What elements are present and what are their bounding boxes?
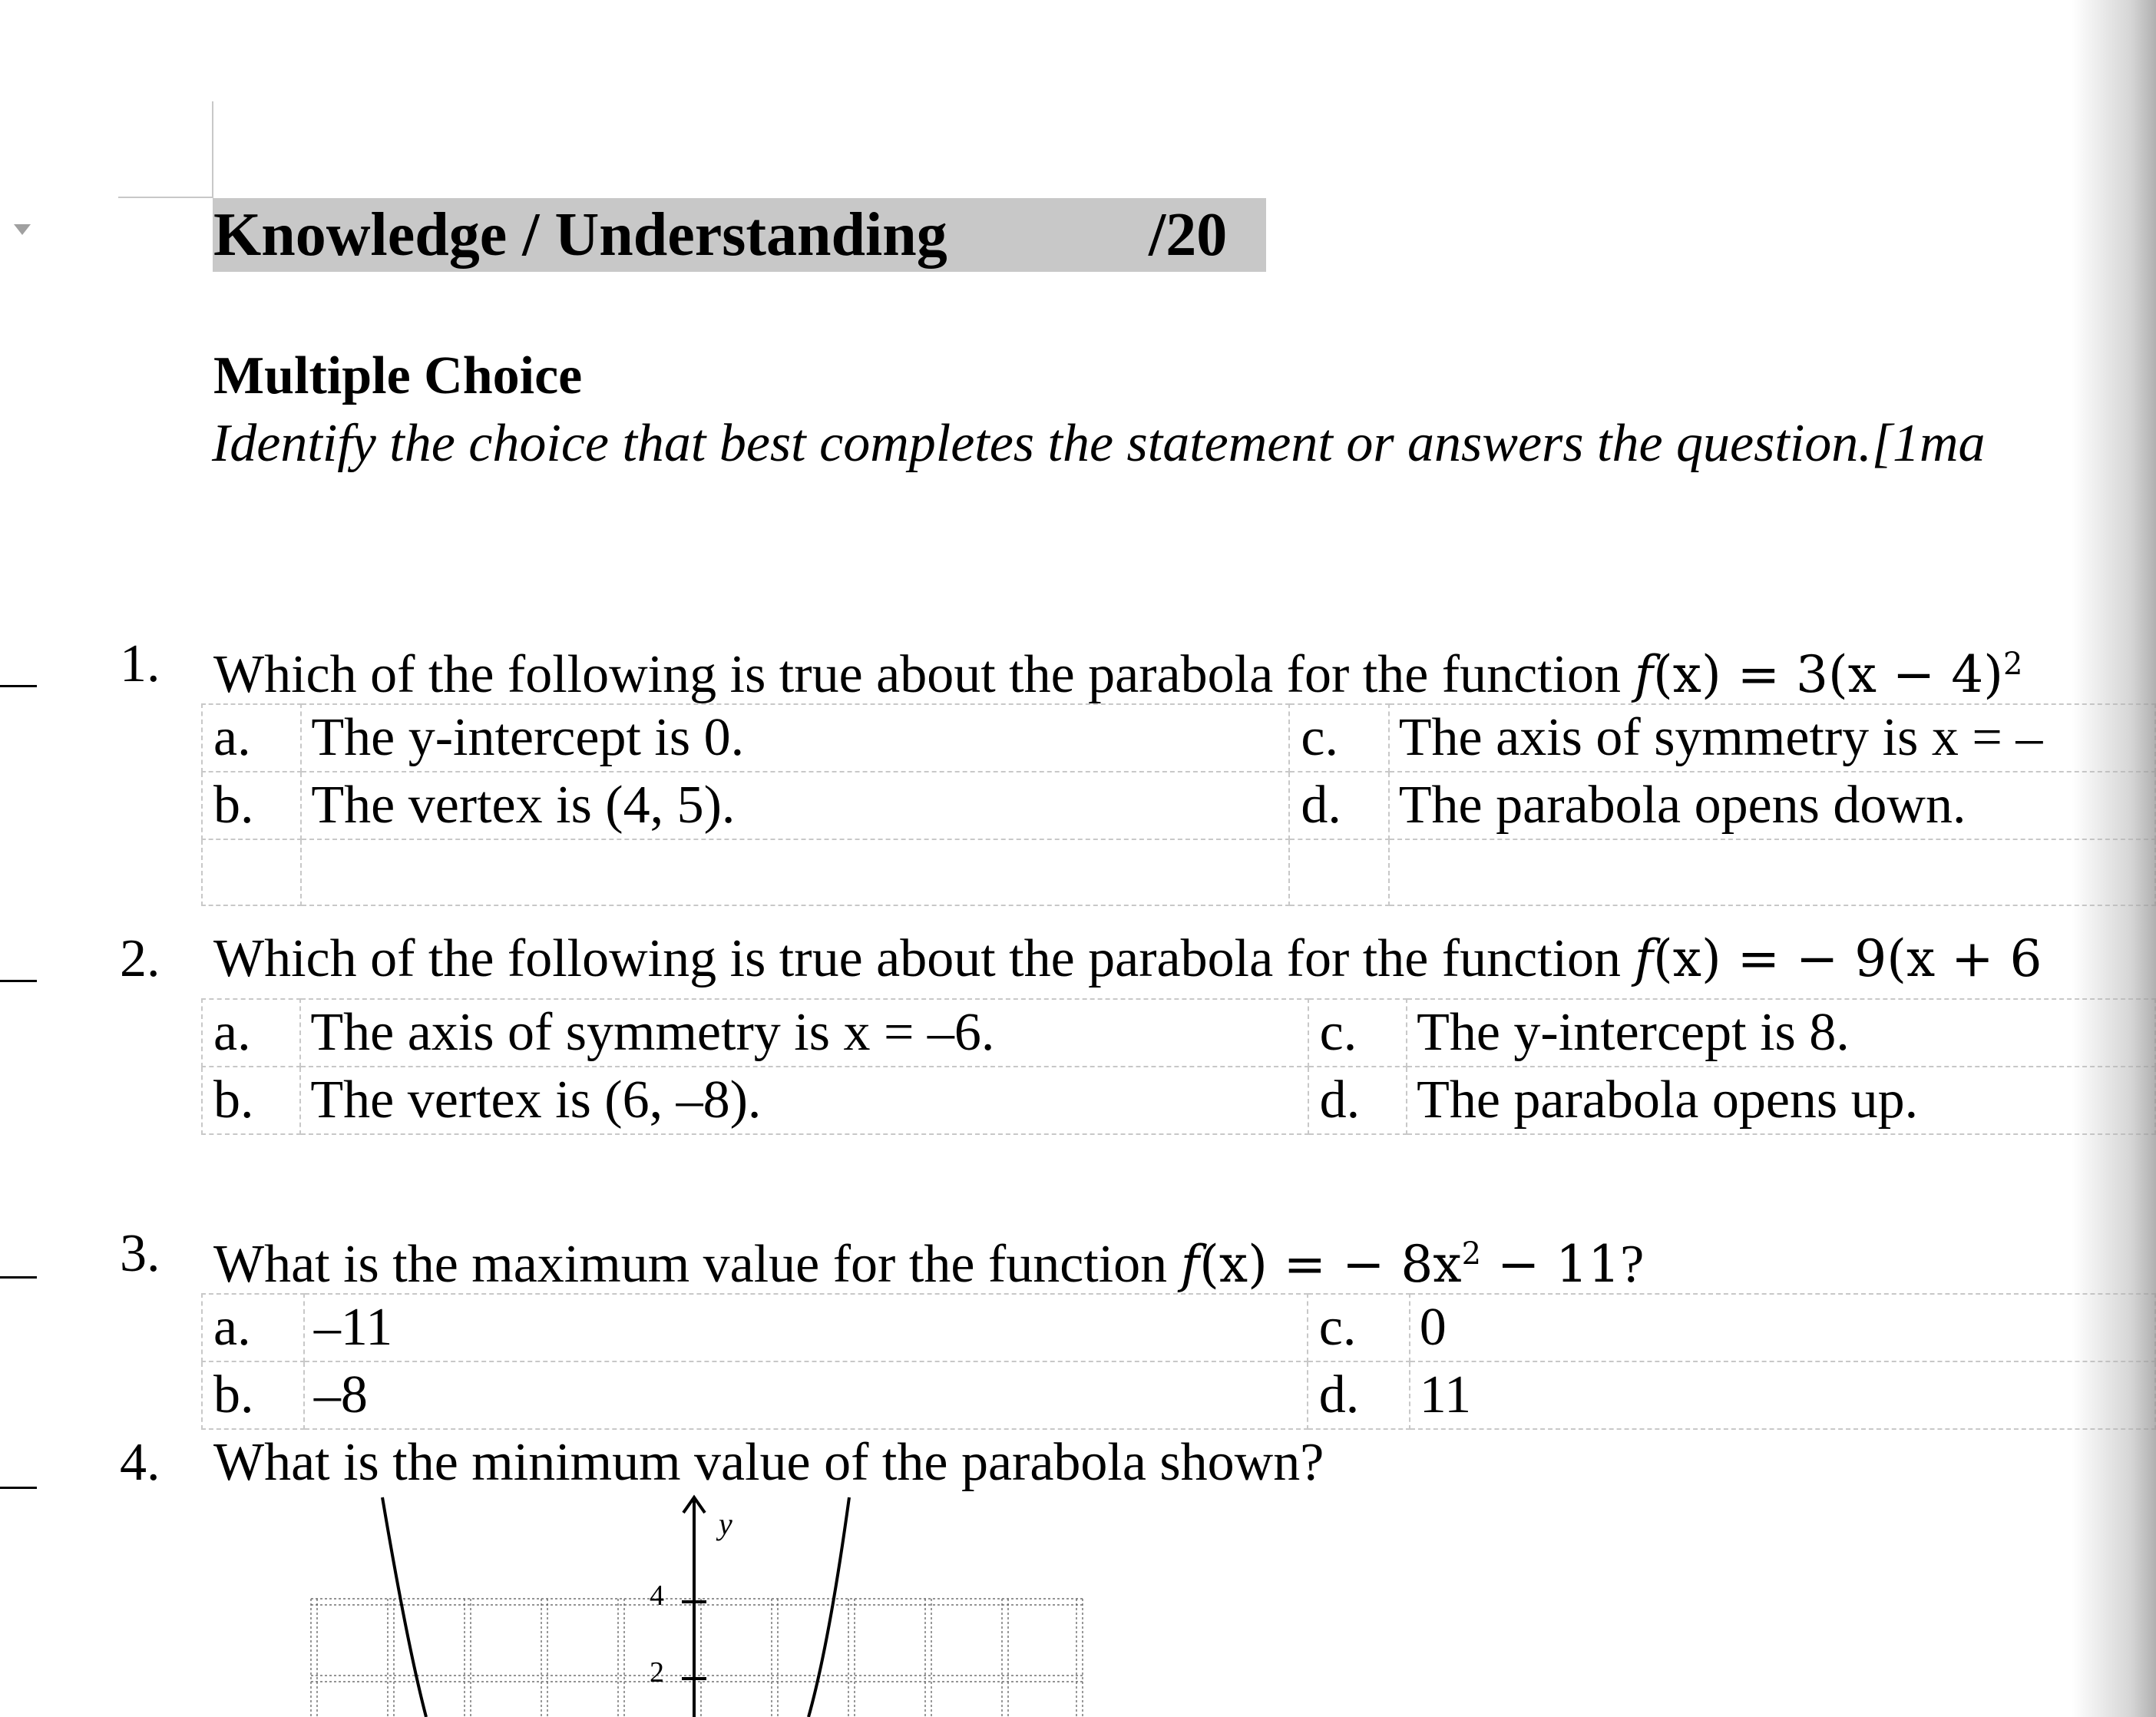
tick-label-4: 4 [650, 1580, 664, 1612]
graph-grid [311, 1599, 1083, 1717]
options-table-3 [201, 1293, 2156, 1430]
crop-mark-horizontal [118, 197, 213, 198]
option-letter: c. [1308, 999, 1407, 1067]
dropdown-triangle-icon[interactable] [14, 224, 31, 235]
option-letter: b. [202, 1067, 300, 1134]
option-text[interactable]: The axis of symmetry is x = –6. [300, 999, 1308, 1067]
option-letter: d. [1308, 1067, 1407, 1134]
option-text[interactable]: The parabola opens up. [1407, 1067, 2155, 1134]
option-letter: d. [1308, 1361, 1410, 1429]
option-letter: c. [1308, 1294, 1410, 1361]
option-text[interactable]: The y-intercept is 0. [301, 704, 1289, 772]
question-number-1: 1. [120, 634, 160, 693]
answer-blank-4[interactable] [0, 1487, 37, 1489]
option-letter: b. [202, 1361, 304, 1429]
parabola-right-branch [808, 1497, 849, 1717]
answer-blank-1[interactable] [0, 685, 37, 687]
option-text[interactable]: The axis of symmetry is x = – [1389, 704, 2155, 772]
question-text-2: Which of the following is true about the parabola for the function f(x) = − 9(x + 6 [213, 929, 2042, 988]
y-axis-label: y [719, 1507, 732, 1541]
multiple-choice-instructions: Identify the choice that best completes the statement or answers the question.[1ma [212, 414, 1986, 473]
parabola-left-branch [382, 1497, 426, 1717]
tick-label-2: 2 [650, 1656, 664, 1689]
option-text[interactable]: 0 [1410, 1294, 2155, 1361]
question-text-4: What is the minimum value of the parabola shown? [213, 1433, 1324, 1492]
answer-blank-3[interactable] [0, 1276, 37, 1279]
options-table-1 [201, 703, 2156, 906]
option-letter: d. [1289, 772, 1388, 839]
section-score: /20 [1149, 201, 1228, 269]
option-text[interactable]: –8 [304, 1361, 1308, 1429]
option-letter: a. [202, 1294, 304, 1361]
parabola-graph-svg [292, 1490, 1106, 1717]
crop-mark-vertical [212, 101, 213, 198]
section-title: Knowledge / Understanding [213, 201, 947, 269]
question-number-2: 2. [120, 929, 160, 988]
question-number-4: 4. [120, 1433, 160, 1492]
option-text[interactable]: The vertex is (4, 5). [301, 772, 1289, 839]
option-letter: b. [202, 772, 301, 839]
answer-blank-2[interactable] [0, 980, 37, 982]
option-letter: a. [202, 704, 301, 772]
options-table-2 [201, 998, 2156, 1135]
question-text-3: What is the maximum value for the function f(x) = − $8x^2 - 11$? [213, 1235, 1645, 1294]
option-text[interactable]: The parabola opens down. [1389, 772, 2155, 839]
option-text[interactable]: –11 [304, 1294, 1308, 1361]
option-text[interactable]: 11 [1410, 1361, 2155, 1429]
multiple-choice-title: Multiple Choice [213, 346, 583, 405]
option-text[interactable]: The vertex is (6, –8). [300, 1067, 1308, 1134]
option-text[interactable]: The y-intercept is 8. [1407, 999, 2155, 1067]
question-number-3: 3. [120, 1224, 160, 1283]
option-letter: a. [202, 999, 300, 1067]
question-text-1: Which of the following is true about the parabola for the function $f(x) = 3(x - 4)^2$ [213, 645, 2023, 704]
parabola-graph [292, 1490, 1106, 1717]
option-letter: c. [1289, 704, 1388, 772]
